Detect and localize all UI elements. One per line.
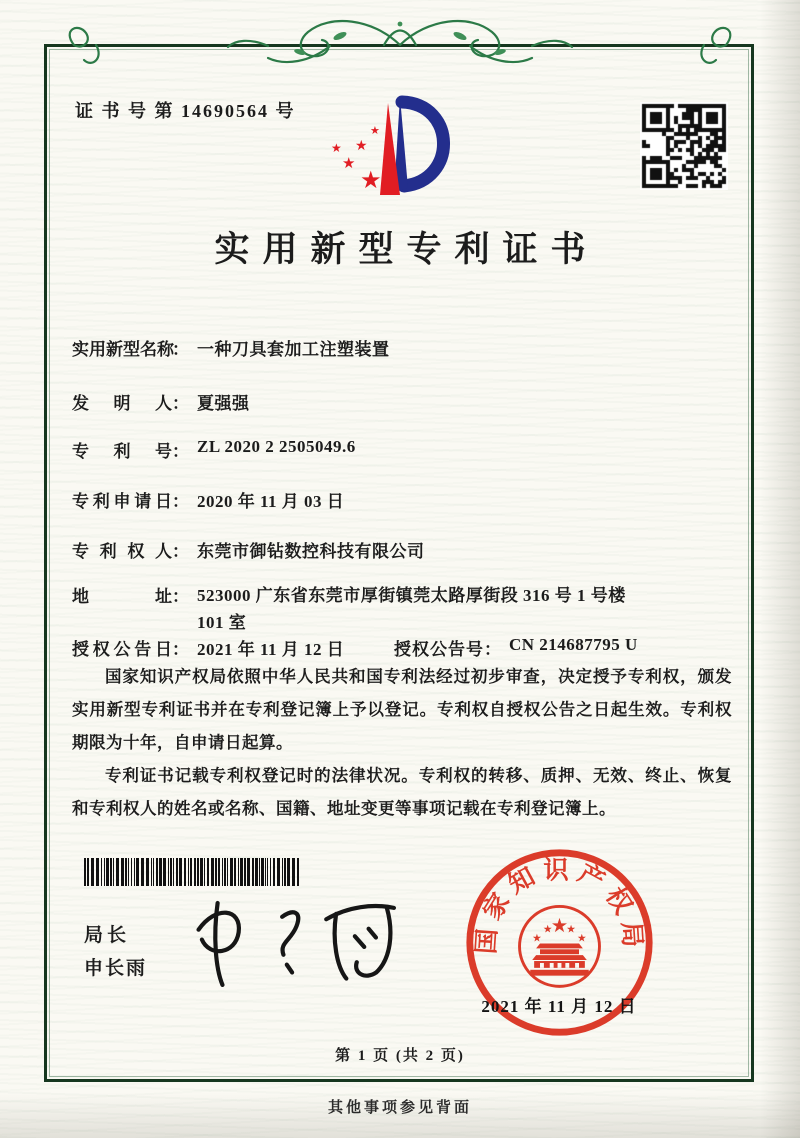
national-emblem-icon <box>520 906 600 986</box>
field-label: 授权公告号 <box>394 640 484 659</box>
barcode-bar <box>211 858 214 886</box>
field-label: 发明人 <box>72 394 172 413</box>
field-value: ZL 2020 2 2505049.6 <box>197 437 356 456</box>
barcode-bar <box>227 858 228 886</box>
field-application-date: 专利申请日： 2020 年 11 月 03 日 <box>72 487 734 512</box>
barcode <box>84 858 302 886</box>
svg-text:★: ★ <box>550 913 569 937</box>
barcode-bar <box>153 858 154 886</box>
barcode-bar <box>222 858 223 886</box>
field-grant-number: 授权公告号： CN 214687795 U <box>394 635 638 659</box>
barcode-bar <box>244 858 246 886</box>
barcode-bar <box>255 858 258 886</box>
seal-ring-text: 国家知识产权局 <box>472 856 647 955</box>
certificate-body-text <box>72 660 732 825</box>
barcode-bar <box>106 858 109 886</box>
svg-text:★: ★ <box>542 922 553 936</box>
barcode-bar <box>265 858 266 886</box>
barcode-bar <box>121 858 124 886</box>
field-label: 实用新型名称 <box>72 340 174 359</box>
barcode-bar <box>104 858 105 886</box>
barcode-bar <box>163 858 166 886</box>
barcode-bar <box>204 858 205 886</box>
certificate-fields <box>72 325 734 670</box>
barcode-bar <box>134 858 135 886</box>
star-icon: ★ <box>360 166 382 194</box>
field-value: 2021 年 11 月 12 日 <box>197 640 345 659</box>
back-side-note: 其他事项参见背面 <box>327 1100 472 1116</box>
barcode-bar <box>87 858 89 886</box>
barcode-bar <box>179 858 182 886</box>
barcode-bar <box>190 858 192 886</box>
svg-text:★: ★ <box>577 931 587 945</box>
barcode-bar <box>159 858 162 886</box>
field-value: 2020 年 11 月 03 日 <box>197 492 345 511</box>
barcode-bar <box>188 858 189 886</box>
barcode-bar <box>224 858 226 886</box>
svg-text:★: ★ <box>566 922 576 936</box>
barcode-bar <box>96 858 99 886</box>
field-label: 地址 <box>72 587 172 606</box>
barcode-bar <box>141 858 144 886</box>
barcode-bar <box>128 858 129 886</box>
seal-date: 2021 年 11 月 12 日 <box>481 997 637 1016</box>
barcode-bar <box>273 858 275 886</box>
star-icon: ★ <box>342 154 356 172</box>
body-paragraph: 专利证书记载专利权登记时的法律状况。专利权的转移、质押、无效、终止、恢复和专利权人的姓名或名称、国籍、地址变更等事项记载在专利登记簿上。 <box>72 766 732 818</box>
field-value: 夏强强 <box>197 394 250 413</box>
barcode-bar <box>131 858 132 886</box>
barcode-bar <box>240 858 243 886</box>
commissioner-title: 局长 <box>84 925 131 946</box>
cnipa-logo-icon <box>330 94 475 202</box>
star-icon: ★ <box>355 138 368 154</box>
field-label: 授权公告日 <box>72 640 172 659</box>
barcode-bar <box>84 858 86 886</box>
page-number: 第 1 页 (共 2 页) <box>335 1048 465 1064</box>
commissioner-name: 申长雨 <box>84 958 148 979</box>
field-value: 一种刀具套加工注塑装置 <box>197 340 390 359</box>
barcode-bar <box>247 858 250 886</box>
barcode-bar <box>200 858 203 886</box>
barcode-bar <box>277 858 280 886</box>
field-label: 专利权人 <box>72 542 172 561</box>
barcode-bar <box>113 858 114 886</box>
certificate-number: 证 书 号 第 14690564 号 <box>75 101 296 121</box>
barcode-bar <box>252 858 254 886</box>
barcode-bar <box>125 858 127 886</box>
handwritten-signature <box>183 878 427 1004</box>
field-address: 地址： 523000 广东省东莞市厚街镇莞太路厚街段 316 号 1 号楼 101 室 <box>72 582 734 636</box>
barcode-bar <box>110 858 112 886</box>
barcode-bar <box>184 858 186 886</box>
field-value: 东莞市御钻数控科技有限公司 <box>197 542 425 561</box>
barcode-bar <box>194 858 196 886</box>
barcode-bar <box>215 858 217 886</box>
barcode-bar <box>238 858 239 886</box>
barcode-bar <box>136 858 139 886</box>
barcode-bar <box>234 858 236 886</box>
barcode-bar <box>116 858 119 886</box>
barcode-bar <box>173 858 174 886</box>
barcode-bar <box>168 858 169 886</box>
field-inventor: 发明人： 夏强强 <box>72 389 734 414</box>
barcode-bar <box>230 858 233 886</box>
qr-code <box>640 102 728 190</box>
body-paragraph: 国家知识产权局依照中华人民共和国专利法经过初步审查，决定授予专利权，颁发实用新型专利证书并在专利登记簿上予以登记。专利权自授权公告之日起生效。专利权期限为十年，自申请日起算。 <box>72 667 732 752</box>
barcode-bar <box>146 858 149 886</box>
certificate-title: 实用新型专利证书 <box>214 230 599 269</box>
field-patent-number: 专利号： ZL 2020 2 2505049.6 <box>72 437 356 461</box>
field-utility-model-name: 实用新型名称： 一种刀具套加工注塑装置 <box>72 335 734 360</box>
barcode-bar <box>218 858 220 886</box>
star-icon: ★ <box>331 141 342 155</box>
barcode-bar <box>207 858 209 886</box>
barcode-bar <box>170 858 172 886</box>
barcode-bar <box>151 858 152 886</box>
barcode-bar <box>259 858 260 886</box>
field-label: 专利申请日 <box>72 492 172 511</box>
field-grant-announcement: 授权公告日： 2021 年 11 月 12 日 授权公告号： CN 214687795 U <box>72 635 638 659</box>
barcode-bar <box>156 858 158 886</box>
barcode-bar <box>261 858 264 886</box>
field-value: 523000 广东省东莞市厚街镇莞太路厚街段 316 号 1 号楼 101 室 <box>197 586 626 632</box>
barcode-bar <box>176 858 178 886</box>
field-value: CN 214687795 U <box>509 635 638 654</box>
barcode-bar <box>267 858 268 886</box>
barcode-bar <box>197 858 199 886</box>
field-label: 专利号 <box>72 442 172 461</box>
svg-text:★: ★ <box>532 931 542 945</box>
barcode-bar <box>270 858 271 886</box>
barcode-bar <box>91 858 94 886</box>
star-icon: ★ <box>370 124 380 137</box>
field-patentee: 专利权人： 东莞市御钻数控科技有限公司 <box>72 537 734 562</box>
barcode-bar <box>101 858 102 886</box>
